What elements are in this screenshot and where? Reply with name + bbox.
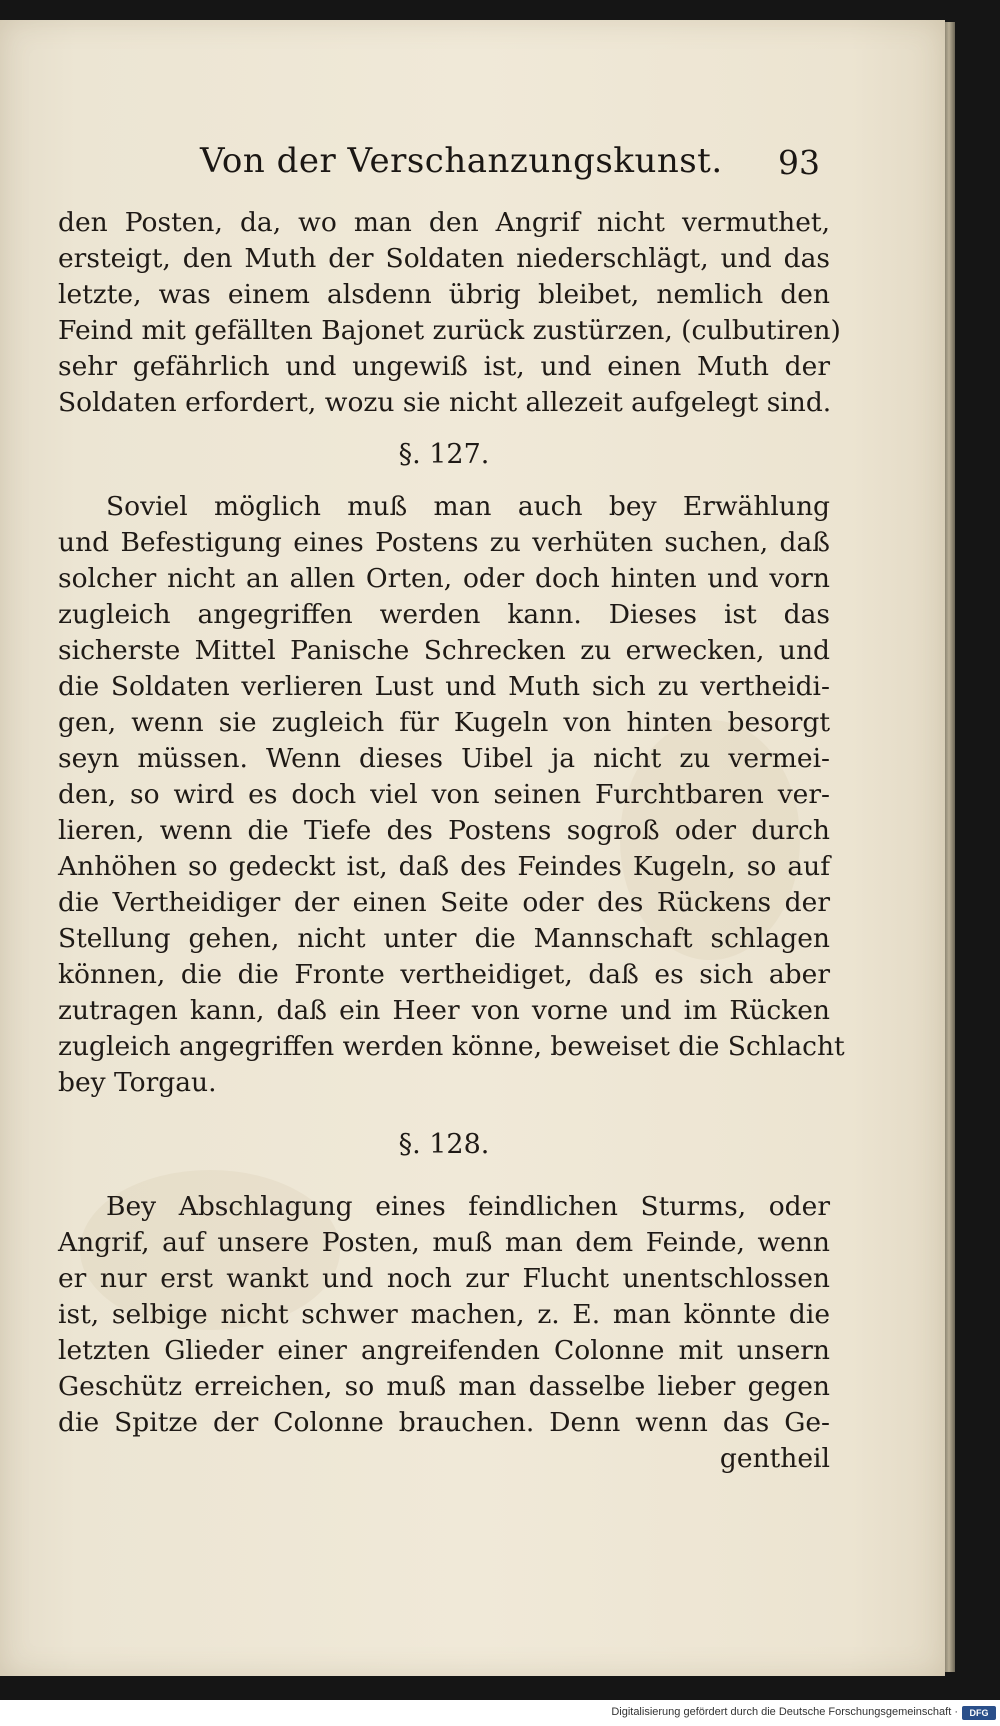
page-fore-edge — [945, 22, 955, 1672]
text-line: zugleich angegriffen werden kann. Dieses ist das — [58, 599, 830, 630]
text-line: Soldaten erfordert, wozu sie nicht allezeit aufgelegt sind. — [58, 387, 832, 418]
text-line: bey Torgau. — [58, 1067, 217, 1098]
text-line: er nur erst wankt und noch zur Flucht unentschlossen — [58, 1263, 830, 1294]
paragraph-continued — [58, 205, 841, 421]
text-line: und Befestigung eines Postens zu verhüten suchen, daß — [58, 527, 830, 558]
text-line: den, so wird es doch viel von seinen Furchtbaren ver- — [58, 779, 830, 810]
text-line: ist, selbige nicht schwer machen, z. E. man könnte die — [58, 1299, 830, 1330]
text-line: können, die die Fronte vertheidiget, daß es sich aber — [58, 959, 830, 990]
text-line: sehr gefährlich und ungewiß ist, und einen Muth der — [58, 351, 830, 382]
text-line: sicherste Mittel Panische Schrecken zu erwecken, und — [58, 635, 830, 666]
body-text — [58, 205, 845, 1477]
footer-bar — [0, 1700, 1000, 1726]
running-head — [200, 135, 820, 195]
text-line: die Spitze der Colonne brauchen. Denn wenn das Ge- — [58, 1407, 830, 1438]
text-line: zugleich angegriffen werden könne, beweiset die Schlacht — [58, 1031, 845, 1062]
text-line: die Soldaten verlieren Lust und Muth sich zu vertheidi- — [58, 671, 830, 702]
running-head-title: Von der Verschanzungskunst. — [200, 141, 723, 181]
text-line: lieren, wenn die Tiefe des Postens sogroß oder durch — [58, 815, 830, 846]
paragraph-127 — [58, 489, 845, 1101]
section-heading-127: §. 127. — [398, 439, 490, 470]
text-line: Bey Abschlagung eines feindlichen Sturms, oder — [106, 1191, 830, 1222]
text-line: letzte, was einem alsdenn übrig bleibet, nemlich den — [58, 279, 830, 310]
text-line: die Vertheidiger der einen Seite oder des Rückens der — [58, 887, 830, 918]
funding-credit: Digitalisierung gefördert durch die Deutsche Forschungsgemeinschaft · — [611, 1706, 958, 1718]
catchword: gentheil — [719, 1443, 830, 1474]
text-line: Geschütz erreichen, so muß man dasselbe lieber gegen — [58, 1371, 830, 1402]
text-line: letzten Glieder einer angreifenden Colonne mit unsern — [58, 1335, 830, 1366]
text-line: Anhöhen so gedeckt ist, daß des Feindes Kugeln, so auf — [58, 851, 830, 882]
section-heading-128: §. 128. — [398, 1129, 490, 1160]
text-line: Feind mit gefällten Bajonet zurück zustürzen, (culbutiren) — [58, 315, 841, 346]
page-number: 93 — [778, 143, 820, 182]
text-line: Angrif, auf unsere Posten, muß man dem Feinde, wenn — [58, 1227, 830, 1258]
text-line: zutragen kann, daß ein Heer von vorne und im Rücken — [58, 995, 830, 1026]
text-line: gen, wenn sie zugleich für Kugeln von hinten besorgt — [58, 707, 830, 738]
paragraph-128 — [58, 1189, 830, 1441]
dfg-logo: DFG — [962, 1706, 996, 1720]
text-line: ersteigt, den Muth der Soldaten niederschlägt, und das — [58, 243, 830, 274]
text-line: solcher nicht an allen Orten, oder doch hinten und vorn — [58, 563, 830, 594]
text-line: Soviel möglich muß man auch bey Erwählung — [106, 491, 830, 522]
text-line: den Posten, da, wo man den Angrif nicht vermuthet, — [58, 207, 830, 238]
text-line: Stellung gehen, nicht unter die Mannschaft schlagen — [58, 923, 830, 954]
text-line: seyn müssen. Wenn dieses Uibel ja nicht zu vermei- — [58, 743, 830, 774]
